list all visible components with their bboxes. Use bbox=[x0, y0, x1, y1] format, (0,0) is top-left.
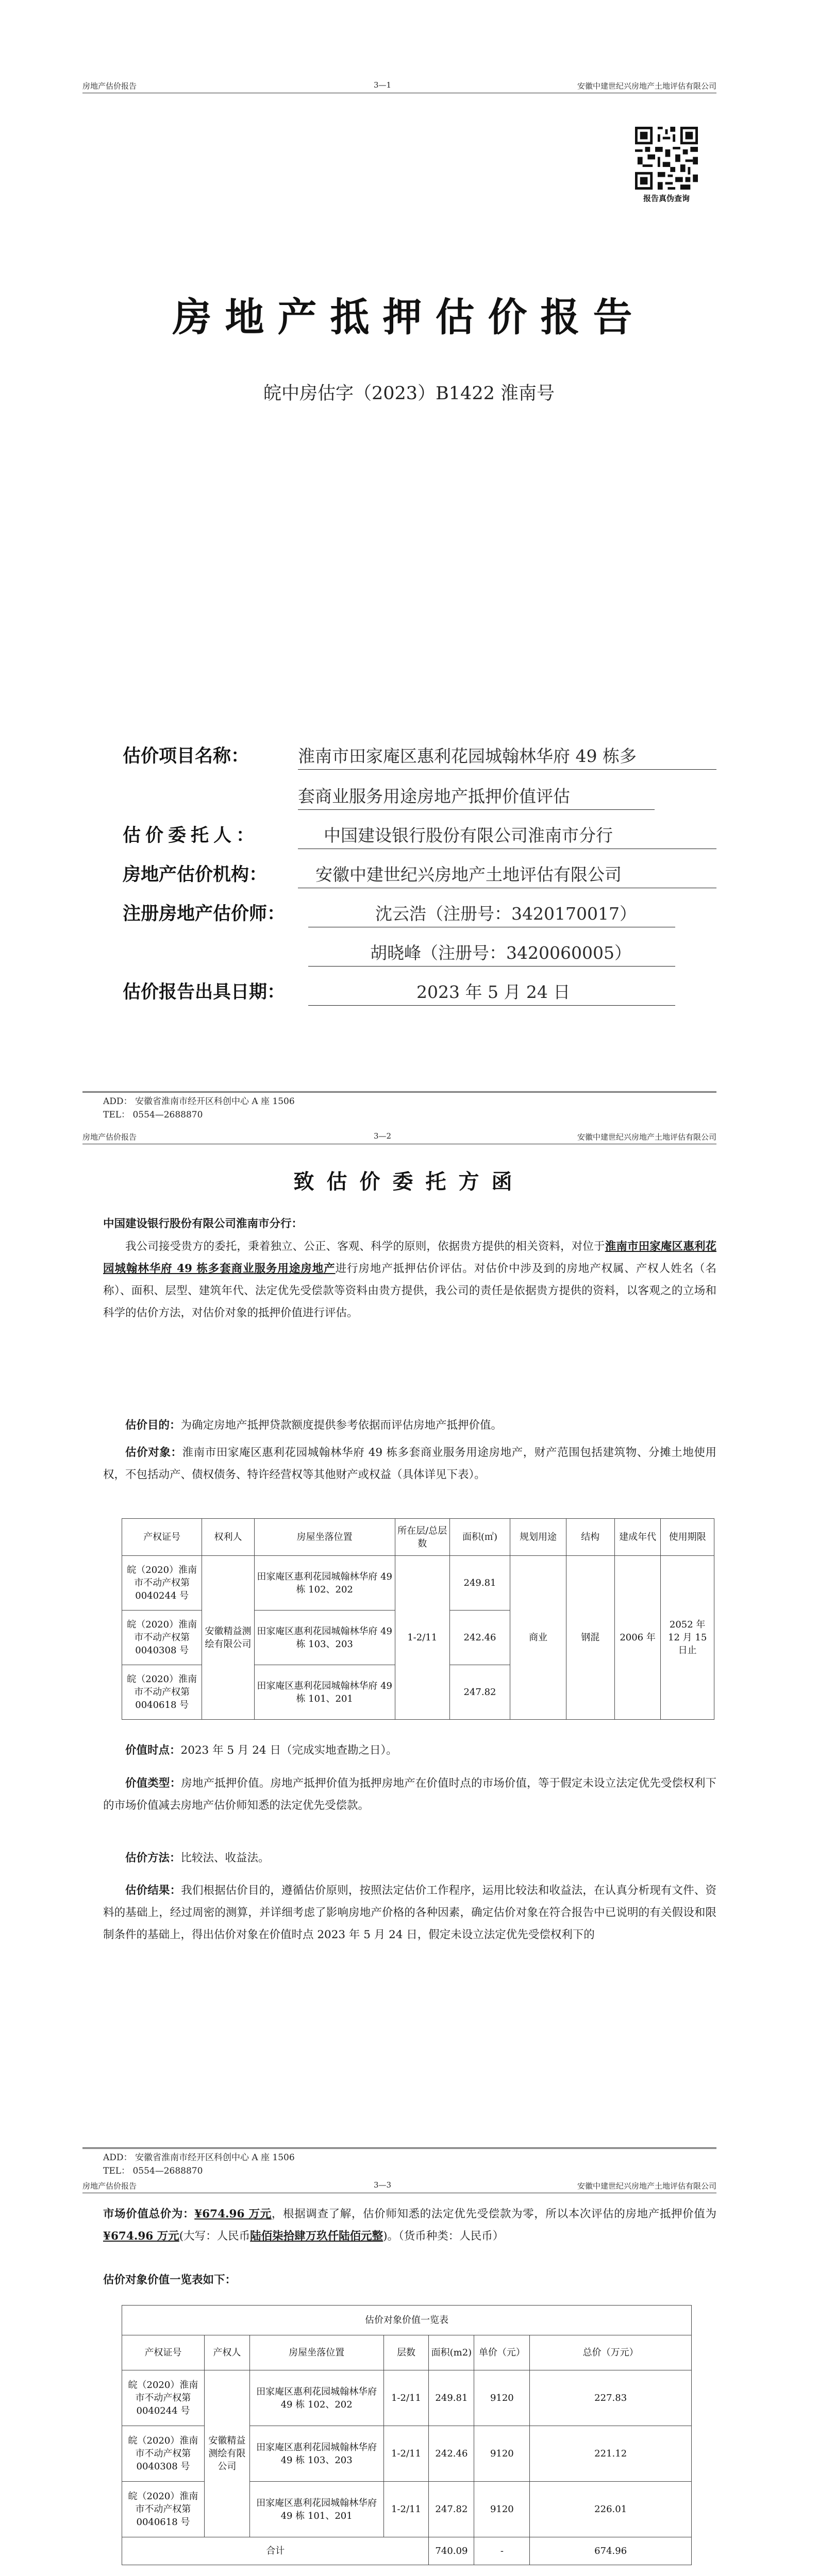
cell-cert: 皖（2020）淮南市不动产权第 0040244 号 bbox=[122, 2370, 205, 2426]
result-paragraph-part1 bbox=[103, 1879, 716, 1968]
value-date-paragraph bbox=[103, 1739, 716, 1761]
result-text-a: 我们根据估价目的，遵循估价原则，按照法定估价工作程序，运用比较法和收益法，在认真分析现有文件、资料的基础上，经过周密的测算，并详细考虑了影响房地产价格的各种因素，确定估价对象在符合报告中已说明的有关假设和限制条件的基础上，得出估价对象在价值时点 2023 年 5 月 24 日，假定未设立法定优先受偿权利下的 bbox=[103, 1884, 716, 1941]
qr-caption: 报告真伪查询 bbox=[643, 194, 690, 203]
intro-object: 淮南市田家庵区惠利花园城翰林华府 49 栋多套商业服务用途房地产 bbox=[103, 1240, 716, 1275]
footer-tel: TEL： 0554—2688870 bbox=[103, 1110, 203, 1120]
cell-location: 田家庵区惠利花园城翰林华府 49 栋 103、203 bbox=[254, 1611, 395, 1665]
value-date-label: 价值时点： bbox=[125, 1744, 181, 1757]
summary-title: 估价对象价值一览表如下： bbox=[103, 2274, 237, 2286]
cell-cert: 皖（2020）淮南市不动产权第 0040618 号 bbox=[122, 2482, 205, 2537]
cell-total-price: 226.01 bbox=[530, 2482, 692, 2537]
purpose-paragraph bbox=[103, 1414, 716, 1436]
th-owner: 权利人 bbox=[202, 1519, 254, 1556]
result-label: 估价结果： bbox=[125, 1884, 181, 1897]
value-type-text: 房地产抵押价值。房地产抵押价值为抵押房地产在价值时点的市场价值，等于假定未设立法定优先受偿权利下的市场价值减去房地产估价师知悉的法定优先受偿款。 bbox=[103, 1777, 716, 1812]
date-value: 2023 年 5 月 24 日 bbox=[416, 982, 571, 1002]
th-term: 使用期限 bbox=[661, 1519, 714, 1556]
th-owner: 产权人 bbox=[204, 2335, 249, 2370]
th-total-price: 总价（万元） bbox=[530, 2335, 692, 2370]
client-value: 中国建设银行股份有限公司淮南市分行 bbox=[324, 825, 613, 845]
table-row bbox=[122, 2370, 692, 2426]
cell-total-area: 740.09 bbox=[429, 2537, 474, 2565]
result-text-d: ，根据调查了解，估价师知悉的法定优先受偿款为零，所以本次评估的房地产抵押价值为 bbox=[271, 2208, 716, 2221]
th-structure: 结构 bbox=[566, 1519, 614, 1556]
cell-area: 249.81 bbox=[449, 1556, 510, 1611]
market-value: ¥674.96 万元 bbox=[194, 2208, 272, 2221]
th-year: 建成年代 bbox=[614, 1519, 660, 1556]
cell-owner: 安徽精益测绘有限公司 bbox=[202, 1556, 254, 1720]
th-unit-price: 单价（元） bbox=[474, 2335, 530, 2370]
header-left: 房地产估价报告 bbox=[82, 2181, 137, 2191]
project-value-line2: 套商业服务用途房地产抵押价值评估 bbox=[298, 786, 570, 806]
header-left: 房地产估价报告 bbox=[82, 1132, 137, 1142]
total-row bbox=[122, 2537, 692, 2565]
object-text: 淮南市田家庵区惠利花园城翰林华府 49 栋多套商业服务用途房地产，财产范围包括建筑物、分摊土地使用权，不包括动产、债权债务、特许经营权等其他财产或权益（具体详见下表）。 bbox=[103, 1446, 716, 1481]
th-use: 规划用途 bbox=[510, 1519, 566, 1556]
cell-total-sum: 674.96 bbox=[530, 2537, 692, 2565]
valuation-table-caption: 估价对象价值一览表 bbox=[122, 2306, 692, 2335]
value-type-paragraph bbox=[103, 1772, 716, 1817]
valuation-table bbox=[122, 2305, 692, 2565]
th-location: 房屋坐落位置 bbox=[249, 2335, 383, 2370]
project-underline-2 bbox=[298, 809, 655, 810]
method-label: 估价方法： bbox=[125, 1852, 181, 1865]
th-cert: 产权证号 bbox=[122, 2335, 205, 2370]
cell-total-label: 合计 bbox=[122, 2537, 429, 2565]
cell-structure: 钢混 bbox=[566, 1556, 614, 1720]
appraiser-1: 沈云浩（注册号：3420170017） bbox=[375, 904, 637, 924]
agency-value: 安徽中建世纪兴房地产土地评估有限公司 bbox=[315, 865, 622, 885]
result-text-f: (大写：人民币 bbox=[179, 2230, 251, 2243]
cell-floors: 1-2/11 bbox=[383, 2370, 429, 2426]
cell-location: 田家庵区惠利花园城翰林华府 49 栋 102、202 bbox=[254, 1556, 395, 1611]
object-paragraph bbox=[103, 1442, 716, 1486]
cell-cert: 皖（2020）淮南市不动产权第 0040618 号 bbox=[122, 1665, 202, 1720]
qr-block[interactable] bbox=[635, 127, 698, 204]
cell-area: 247.82 bbox=[429, 2482, 474, 2537]
th-floors: 所在层/总层数 bbox=[395, 1519, 449, 1556]
footer-address: ADD： 安徽省淮南市经开区科创中心 A 座 1506 bbox=[103, 1096, 295, 1107]
value-in-words: 陆佰柒拾肆万玖仟陆佰元整 bbox=[250, 2230, 383, 2243]
result-text-b: 市场价值总价为： bbox=[103, 2208, 195, 2221]
method-paragraph bbox=[103, 1847, 716, 1869]
cell-floors: 1-2/11 bbox=[383, 2482, 429, 2537]
cell-unit-price: 9120 bbox=[474, 2426, 530, 2482]
mortgage-value: ¥674.96 万元 bbox=[103, 2230, 179, 2243]
header-page: 3—1 bbox=[374, 80, 392, 90]
header-page: 3—2 bbox=[374, 1131, 392, 1141]
intro-text-a: 我公司接受贵方的委托，秉着独立、公正、客观、科学的原则，依据贵方提供的相关资料，对位于 bbox=[125, 1240, 605, 1253]
intro-paragraph bbox=[103, 1235, 716, 1324]
cell-unit-price: 9120 bbox=[474, 2370, 530, 2426]
result-text-h: )。（货币种类：人民币） bbox=[383, 2230, 504, 2243]
value-date-text: 2023 年 5 月 24 日（完成实地查勘之日）。 bbox=[180, 1744, 397, 1757]
letter-title: 致估价委托方函 bbox=[293, 1170, 525, 1194]
date-label: 估价报告出具日期： bbox=[123, 981, 286, 1003]
footer-rule bbox=[82, 2147, 716, 2149]
appraiser-underline-2 bbox=[308, 966, 675, 967]
intro-text-c: 进行房地产抵押估价评估。对估价中涉及到的房地产权属、产权人姓名（名称）、面积、层型、建筑年代、法定优先受偿款等资料由贵方提供，我公司的责任是依据贵方提供的资料，以客观之的立场和科学的估价方法，对估价对象的抵押价值进行评估。 bbox=[103, 1262, 716, 1319]
purpose-text: 为确定房地产抵押贷款额度提供参考依据而评估房地产抵押价值。 bbox=[180, 1419, 503, 1432]
cell-cert: 皖（2020）淮南市不动产权第 0040308 号 bbox=[122, 2426, 205, 2482]
appraiser-label: 注册房地产估价师： bbox=[123, 903, 286, 924]
project-underline-1 bbox=[298, 769, 716, 770]
agency-label: 房地产估价机构： bbox=[123, 864, 268, 885]
header-right: 安徽中建世纪兴房地产土地评估有限公司 bbox=[577, 1132, 716, 1142]
cell-location: 田家庵区惠利花园城翰林华府 49 栋 101、201 bbox=[254, 1665, 395, 1720]
cell-owner: 安徽精益测绘有限公司 bbox=[204, 2370, 249, 2537]
purpose-label: 估价目的： bbox=[125, 1419, 181, 1432]
footer-tel: TEL： 0554—2688870 bbox=[103, 2166, 203, 2176]
method-text: 比较法、收益法。 bbox=[180, 1852, 270, 1865]
client-label: 估价委托人： bbox=[123, 825, 259, 846]
footer-rule bbox=[82, 1091, 716, 1093]
report-number: 皖中房估字（2023）B1422 淮南号 bbox=[263, 383, 555, 404]
cell-area: 247.82 bbox=[449, 1665, 510, 1720]
cell-unit-price: 9120 bbox=[474, 2482, 530, 2537]
project-value-line1: 淮南市田家庵区惠利花园城翰林华府 49 栋多 bbox=[298, 746, 637, 766]
footer-address: ADD： 安徽省淮南市经开区科创中心 A 座 1506 bbox=[103, 2153, 295, 2163]
cell-area: 242.46 bbox=[429, 2426, 474, 2482]
th-area: 面积(m2) bbox=[429, 2335, 474, 2370]
cell-term: 2052 年 12 月 15 日止 bbox=[661, 1556, 714, 1720]
cell-cert: 皖（2020）淮南市不动产权第 0040244 号 bbox=[122, 1556, 202, 1611]
cell-area: 242.46 bbox=[449, 1611, 510, 1665]
cell-year: 2006 年 bbox=[614, 1556, 660, 1720]
result-paragraph-part2 bbox=[103, 2203, 716, 2247]
cell-location: 田家庵区惠利花园城翰林华府 49 栋 102、202 bbox=[249, 2370, 383, 2426]
page-footer bbox=[103, 2151, 295, 2178]
cell-location: 田家庵区惠利花园城翰林华府 49 栋 103、203 bbox=[249, 2426, 383, 2482]
cell-use: 商业 bbox=[510, 1556, 566, 1720]
header-right: 安徽中建世纪兴房地产土地评估有限公司 bbox=[577, 81, 716, 91]
cell-location: 田家庵区惠利花园城翰林华府 49 栋 101、201 bbox=[249, 2482, 383, 2537]
date-underline bbox=[308, 1005, 675, 1006]
qr-code-icon[interactable] bbox=[635, 127, 698, 190]
cell-total-unit: - bbox=[474, 2537, 530, 2565]
cell-area: 249.81 bbox=[429, 2370, 474, 2426]
cell-total-price: 221.12 bbox=[530, 2426, 692, 2482]
value-type-label: 价值类型： bbox=[125, 1777, 181, 1790]
th-cert: 产权证号 bbox=[122, 1519, 202, 1556]
page-footer bbox=[103, 1095, 295, 1122]
appraiser-2: 胡晓峰（注册号：3420060005） bbox=[370, 943, 631, 963]
object-label: 估价对象： bbox=[125, 1446, 182, 1459]
salutation: 中国建设银行股份有限公司淮南市分行： bbox=[103, 1217, 303, 1230]
cover-title: 房地产抵押估价报告 bbox=[172, 294, 646, 340]
cell-cert: 皖（2020）淮南市不动产权第 0040308 号 bbox=[122, 1611, 202, 1665]
project-label: 估价项目名称： bbox=[123, 745, 249, 767]
header-right: 安徽中建世纪兴房地产土地评估有限公司 bbox=[577, 2181, 716, 2191]
cell-floors: 1-2/11 bbox=[395, 1556, 449, 1720]
header-left: 房地产估价报告 bbox=[82, 81, 137, 91]
header-page: 3—3 bbox=[374, 2180, 392, 2190]
cell-total-price: 227.83 bbox=[530, 2370, 692, 2426]
th-area: 面积(㎡) bbox=[449, 1519, 510, 1556]
th-location: 房屋坐落位置 bbox=[254, 1519, 395, 1556]
property-table bbox=[122, 1518, 714, 1720]
th-floors: 层数 bbox=[383, 2335, 429, 2370]
cell-floors: 1-2/11 bbox=[383, 2426, 429, 2482]
table-row bbox=[122, 1556, 714, 1611]
